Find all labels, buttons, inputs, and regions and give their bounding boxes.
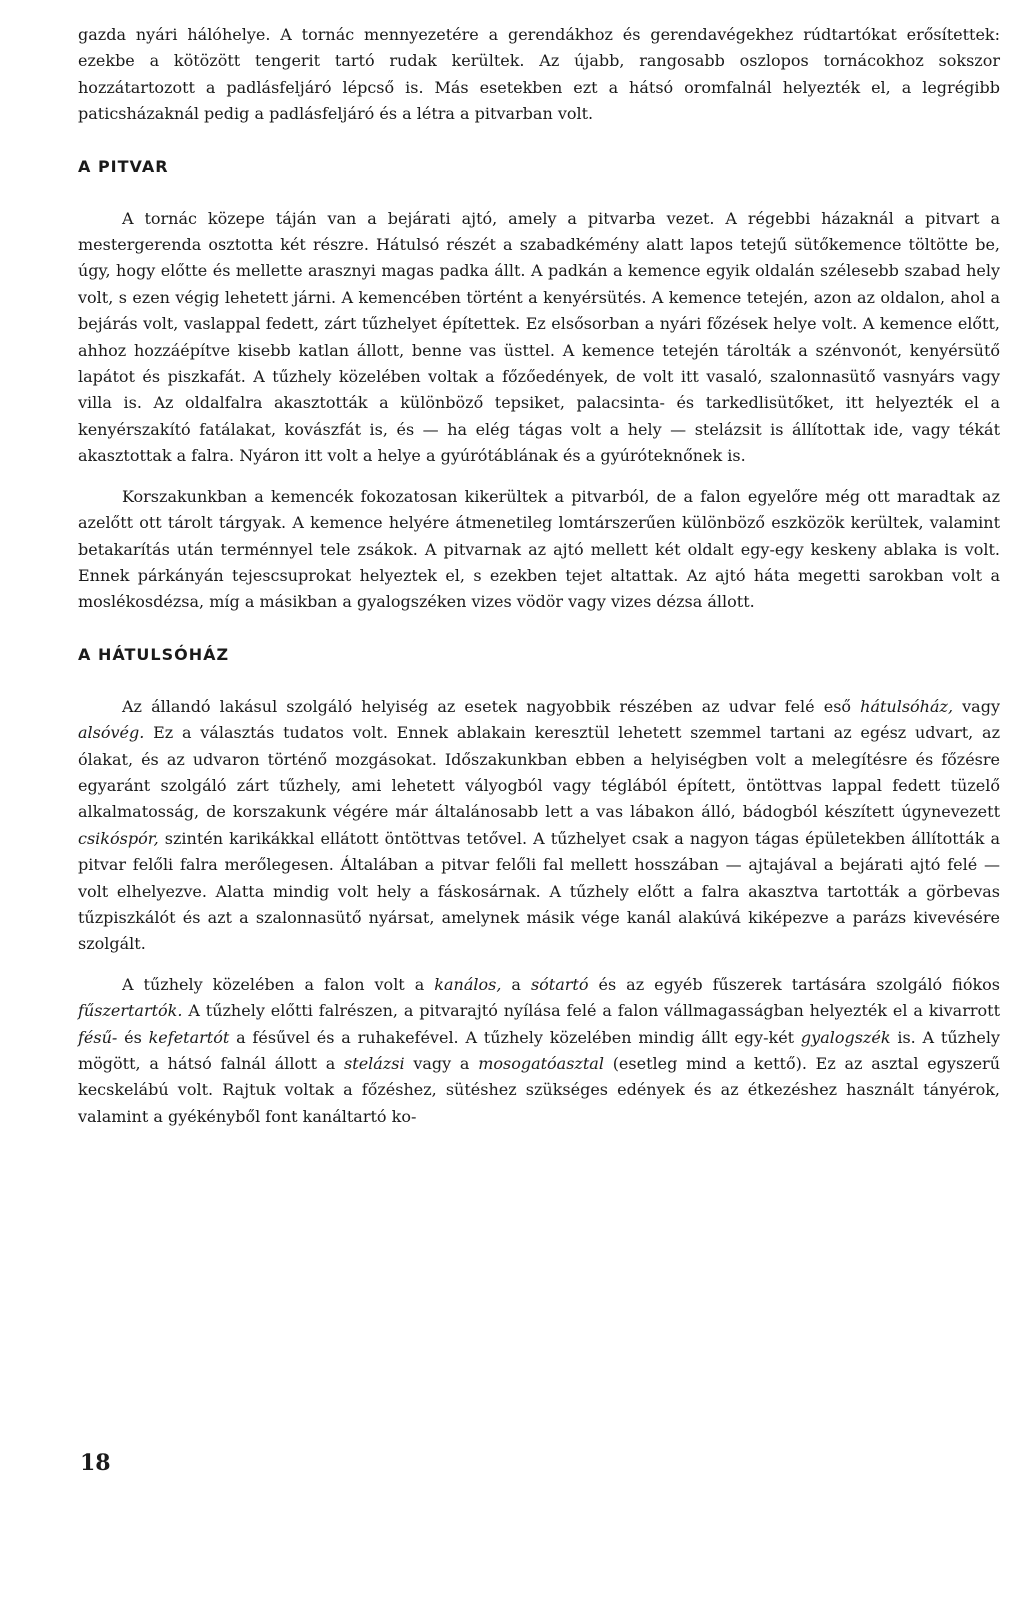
text-run: és az egyéb fűszerek tartására szolgáló fiókos bbox=[588, 974, 1001, 994]
italic-term: sótartó bbox=[530, 974, 589, 994]
hatulsohaz-paragraph-1 bbox=[78, 694, 1000, 958]
italic-term: alsóvég. bbox=[78, 723, 145, 743]
text-run: a fésűvel és a ruhakefével. A tűzhely közelében mindig állt egy-két bbox=[229, 1027, 801, 1047]
text-run: a bbox=[501, 974, 531, 994]
text-run: vagy a bbox=[404, 1054, 479, 1073]
italic-term: hátulsóház, bbox=[860, 696, 954, 716]
italic-term: csikóspór, bbox=[78, 828, 159, 848]
text-run: szintén karikákkal ellátott öntöttvas tetővel. A tűzhelyet csak a nagyon tágas épületekben állították a pitvar felőli falra merőlegesen. Általában a pitvar felőli fal mellett hosszában — ajtajával a bejárati ajtó felé — volt elhelyezve. Alatta mindig volt hely a fáskosárnak. A tűzhely előtt a falra akasztva tartották a görbevas tűzpiszkálót és azt a szalonnasütő nyársat, amelynek másik vége kanál alakúvá kiképezve a parázs kivevésére szolgált. bbox=[78, 828, 1000, 954]
text-run: Ez a választás tudatos volt. Ennek ablakain keresztül lehetett szemmel tartani az egész udvart, az ólakat, és az udvaron történő mozgásokat. Időszakunkban ebben a helyiségben volt a melegítésre és főzésre egyaránt szolgáló zárt tűzhely, ami lehetett vályogból vagy téglából épített, öntöttvas lappal fedett tüzelő alkalmatosság, de korszakunk végére már általánosabb lett a vas lábakon álló, bádogból készített úgynevezett bbox=[78, 723, 1000, 822]
italic-term: fűszertartók. bbox=[78, 1001, 183, 1021]
page-body bbox=[78, 22, 1000, 1130]
page-number: 18 bbox=[80, 1450, 111, 1476]
intro-paragraph: gazda nyári hálóhelye. A tornác mennyezetére a gerendákhoz és gerendavégekhez rúdtartókat erősítettek: ezekbe a kötözött tengerit tartó rudak kerültek. Az újabb, rangosabb oszlopos tornácokhoz sokszor hozzátartozott a padlásfeljáró lépcső is. Más esetekben ezt a hátsó oromfalnál helyezték el, a legrégibb paticsházaknál pedig a padlásfeljáró és a létra a pitvarban volt. bbox=[78, 25, 1000, 124]
italic-term: kefetartót bbox=[148, 1027, 230, 1047]
text-run: Az állandó lakásul szolgáló helyiség az esetek nagyobbik részében az udvar felé eső bbox=[122, 696, 861, 716]
text-run: is. A tűzhely mögött, a hátsó falnál állott a bbox=[78, 1027, 1001, 1073]
pitvar-paragraph-1: A tornác közepe táján van a bejárati ajtó, amely a pitvarba vezet. A régebbi házaknál a pitvart a mestergerenda osztotta két részre. Hátulsó részét a szabadkémény alatt lapos tetejű sütőkemence töltötte be, úgy, hogy előtte és mellette arasznyi magas padka állt. A padkán a kemence egyik oldalán szélesebb szabad hely volt, s ezen végig lehetett járni. A kemencében történt a kenyérsütés. A kemence tetején, azon az oldalon, ahol a bejárás volt, vaslappal fedett, zárt tűzhelyet építettek. Ez elsősorban a nyári főzések helye volt. A kemence előtt, ahhoz hozzáépítve kisebb katlan állott, benne vas üsttel. A kemence tetején tárolták a szénvonót, kenyérsütő lapátot és piszkafát. A tűzhely közelében voltak a főzőedények, de volt itt vasaló, szalonnasütő vasnyárs vagy villa is. Az oldalfalra akasztották a különböző tepsiket, palacsinta- és tarkedlisütőket, itt helyezték el a kenyérszakító fatálakat, kovászfát is, és — ha elég tágas volt a hely — stelázsit is állítottak ide, vagy tékát akasztottak a falra. Nyáron itt volt a helye a gyúrótáblának és a gyúróteknőnek is. bbox=[78, 208, 1000, 466]
italic-term: kanálos, bbox=[434, 974, 502, 994]
italic-term: gyalogszék bbox=[800, 1027, 891, 1047]
text-run: (esetleg mind a kettő). Ez az asztal egyszerű kecskelábú volt. Rajtuk voltak a főzéshez, sütéshez szükséges edények és az étkezéshez használt tányérok, valamint a gyékényből font kanáltartó ko- bbox=[78, 1054, 1001, 1126]
text-run: vagy bbox=[953, 696, 1000, 716]
text-run: és bbox=[117, 1027, 149, 1047]
pitvar-paragraph-2: Korszakunkban a kemencék fokozatosan kikerültek a pitvarból, de a falon egyelőre még ott maradtak az azelőtt ott tárolt tárgyak. A kemence helyére átmenetileg lomtárszerűen különböző eszközök kerültek, valamint betakarítás után terménnyel tele zsákok. A pitvarnak az ajtó mellett két oldalt egy-egy keskeny ablaka is volt. Ennek párkányán tejescsuprokat helyeztek el, s ezekben tejet altattak. Az ajtó háta megetti sarokban volt a moslékosdézsa, míg a másikban a gyalogszéken vizes vödör vagy vizes dézsa állott. bbox=[78, 486, 1000, 612]
text-run: A tűzhely közelében a falon volt a bbox=[122, 974, 435, 994]
section-heading-hatulsohaz: A HÁTULSÓHÁZ bbox=[78, 644, 230, 664]
italic-term: fésű- bbox=[78, 1027, 118, 1047]
italic-term: stelázsi bbox=[344, 1054, 405, 1073]
italic-term: mosogatóasztal bbox=[478, 1054, 604, 1073]
text-run: A tűzhely előtti falrészen, a pitvarajtó nyílása felé a falon vállmagasságban helyezték el a kivarrott bbox=[182, 1001, 1000, 1021]
hatulsohaz-paragraph-2 bbox=[78, 972, 1000, 1130]
section-heading-pitvar: A PITVAR bbox=[78, 156, 169, 176]
